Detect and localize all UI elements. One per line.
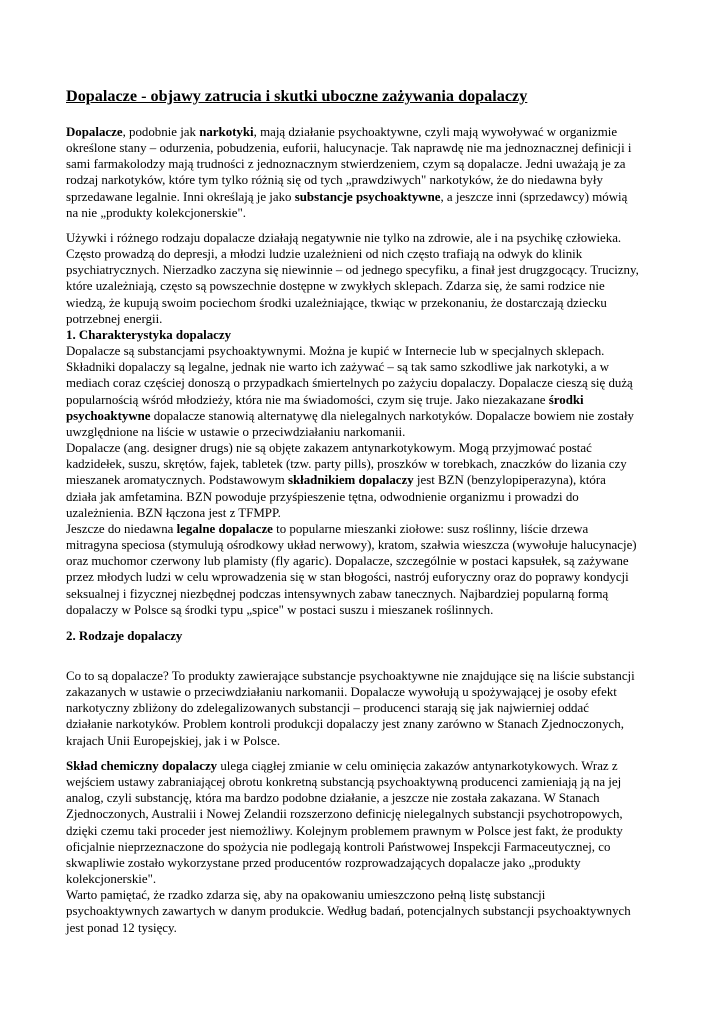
- text-run: działa jak amfetamina. BZN powoduje przyśpieszenie tętna, odwodnienie organizmu i prowadzi do: [66, 489, 579, 504]
- text-line: [66, 569, 664, 585]
- text-line: [66, 327, 664, 343]
- text-line: [66, 887, 664, 903]
- text-run: dopalaczy w Polsce są środki typu „spice" w postaci suszu i mieszanek roślinnych.: [66, 602, 494, 617]
- text-run: Dopalacze są substancjami psychoaktywnymi. Można je kupić w Internecie lub w specjalnych sklepach.: [66, 344, 605, 359]
- text-line: [66, 140, 664, 156]
- text-line: [66, 586, 664, 602]
- text-line: [66, 505, 664, 521]
- text-run: Często prowadzą do depresji, a młodzi ludzie uzależnieni od nich często trafiają na odwyk do klinik: [66, 247, 583, 262]
- bold-text: narkotyki: [199, 125, 254, 139]
- text-line: [66, 472, 664, 488]
- bold-text: substancje psychoaktywne: [294, 189, 441, 204]
- text-line: [66, 733, 664, 749]
- text-run: działanie narkotyków. Problem kontroli produkcji dopalaczy jest znany zarówno w Stanach Zjednoczonych,: [66, 717, 624, 732]
- text-run: kadzidełek, suszu, skrętów, fajek, tabletek (tzw. party pills), proszków w torebkach, znaczków do lizania czy: [66, 457, 627, 472]
- text-run: Co to są dopalacze? To produkty zawierające substancje psychoaktywne nie znajdujące się na liście substancji: [66, 669, 635, 683]
- text-run: dopalacze stanowią alternatywę dla nielegalnych narkotyków. Dopalacze bowiem nie zostały: [150, 408, 634, 423]
- text-run: Dopalacze (ang. designer drugs) nie są objęte zakazem antynarkotykowym. Mogą przyjmować postać: [66, 441, 592, 456]
- text-line: [66, 920, 664, 936]
- text-line: [66, 855, 664, 871]
- bold-text: 2. Rodzaje dopalaczy: [66, 629, 183, 643]
- paragraph-effects: [66, 230, 664, 521]
- text-run: , mają działanie psychoaktywne, czyli mają wywoływać w organizmie: [253, 125, 618, 139]
- text-run: ulega ciągłej zmianie w celu ominięcia zakazów antynarkotykowych. Wraz z: [217, 759, 618, 773]
- text-run: Jeszcze do niedawna: [66, 522, 177, 536]
- bold-text: legalne dopalacze: [176, 522, 273, 536]
- text-line: [66, 903, 664, 919]
- text-run: krajach Unii Europejskiej, jak i w Polsce.: [66, 733, 281, 748]
- text-line: [66, 124, 664, 140]
- bold-text: Skład chemiczny dopalaczy: [66, 759, 218, 773]
- text-run: wiedzą, że kupują swoim pociechom środki uzależniające, tkwiąc w przekonaniu, że dostarczają dziecku: [66, 295, 607, 310]
- text-run: na nie „produkty kolekcjonerskie".: [66, 205, 246, 220]
- text-line: [66, 295, 664, 311]
- text-line: [66, 668, 664, 684]
- text-run: mitragyna speciosa (stymulują ośrodkowy układ nerwowy), kratom, szałwia wieszcza (wywołuje halucynacje): [66, 538, 637, 553]
- text-line: [66, 440, 664, 456]
- text-run: mediach coraz częściej donoszą o przypadkach śmiertelnych po zażyciu dopalaczy. Dopalacze cieszą się dużą: [66, 376, 633, 391]
- text-run: sprzedawane legalnie. Inni określają je jako: [66, 189, 295, 204]
- text-run: jest BZN (benzylopiperazyna), która: [413, 473, 606, 488]
- text-line: [66, 262, 664, 278]
- text-run: zakazanych w ustawie o przeciwdziałaniu narkomanii. Dopalacze wywołują u spożywającej je osoby efekt: [66, 685, 617, 700]
- bold-text: składnikiem dopalaczy: [287, 473, 414, 488]
- text-line: [66, 774, 664, 790]
- text-run: dzięki czemu taki proceder jest niemożliwy. Kolejnym problemem prawnym w Polsce jest fakt, że produkty: [66, 823, 623, 838]
- text-run: wejściem ustawy zabraniającej obrotu konkretną substancją psychoaktywną producenci zamieniają ją na jej: [66, 775, 622, 790]
- text-run: które uzależniają, często są powszechnie dostępne w zwykłych sklepach. Zdarza się, że sami rodzice nie: [66, 279, 605, 294]
- text-run: psychiatrycznych. Nierzadko zaczyna się niewinnie – od jednego specyfiku, a finał jest drugzgocący. Trucizny,: [66, 263, 639, 278]
- text-line: [66, 684, 664, 700]
- bold-text: psychoaktywne: [66, 408, 151, 423]
- text-line: [66, 716, 664, 732]
- text-run: sami farmakolodzy mają trudności z jednoznacznym stwierdzeniem, czym są dopalacze. Jedni uważają je za: [66, 157, 626, 172]
- bold-text: Dopalacze: [66, 125, 123, 139]
- text-run: rodzaj narkotyków, które tym tylko różnią się od tych „prawdziwych" narkotyków, że do niedawna były: [66, 173, 603, 188]
- text-line: [66, 521, 664, 537]
- text-run: Warto pamiętać, że rzadko zdarza się, aby na opakowaniu umieszczono pełną listę substancji: [66, 888, 546, 903]
- text-run: jest ponad 12 tysięcy.: [66, 920, 177, 935]
- paragraph-chemical-composition: [66, 758, 664, 936]
- paragraph-types: [66, 668, 664, 749]
- text-run: przez młodych ludzi w celu wprowadzenia się w stan błogości, nastrój euforyczny oraz do poprawy kondycji: [66, 570, 629, 585]
- text-line: [66, 871, 664, 887]
- bold-text: 1. Charakterystyka dopalaczy: [66, 327, 232, 342]
- text-line: [66, 537, 664, 553]
- text-run: , a jeszcze inni (sprzedawcy) mówią: [440, 189, 628, 204]
- text-line: [66, 172, 664, 188]
- text-run: narkotyczny zbliżony do zdelegalizowanych substancji – producenci starają się jak najwierniej oddać: [66, 701, 589, 716]
- text-run: mieszanek aromatycznych. Podstawowym: [66, 473, 288, 488]
- text-line: [66, 489, 664, 505]
- text-line: [66, 553, 664, 569]
- text-run: potrzebnej energii.: [66, 311, 163, 326]
- text-line: [66, 424, 664, 440]
- text-run: Składniki dopalaczy są legalne, jednak nie warto ich zażywać – są tak samo szkodliwe jak narkotyki, a w: [66, 360, 610, 375]
- text-line: [66, 602, 664, 618]
- text-line: [66, 246, 664, 262]
- text-run: określone stany – odurzenia, pobudzenia, euforii, halucynacje. Tak naprawdę nie ma jednoznacznej definicji i: [66, 141, 632, 156]
- text-run: popularnością wśród młodzieży, która nie ma świadomości, czym się truje. Jako niezakazane: [66, 392, 549, 407]
- text-line: [66, 278, 664, 294]
- text-line: [66, 189, 664, 205]
- text-line: [66, 806, 664, 822]
- paragraph-intro: [66, 124, 664, 221]
- paragraph-legal-drugs: [66, 521, 664, 618]
- section-heading-types: [66, 628, 664, 644]
- text-line: [66, 790, 664, 806]
- text-line: [66, 839, 664, 855]
- text-run: analog, czyli substancję, która ma bardzo podobne działanie, a jeszcze nie została zakazana. W Stanach: [66, 791, 600, 806]
- text-run: uzależnienia. BZN łączona jest z TFMPP.: [66, 505, 281, 520]
- text-run: oraz muchomor czerwony lub plamisty (fly agaric). Dopalacze, szczególnie w postaci kapsułek, są zażywane: [66, 554, 629, 569]
- text-line: [66, 311, 664, 327]
- text-run: to popularne mieszanki ziołowe: susz roślinny, liście drzewa: [272, 522, 589, 536]
- bold-text: środki: [548, 392, 584, 407]
- text-line: [66, 392, 664, 408]
- text-run: psychoaktywnych zawartych w danym produkcie. Według badań, potencjalnych substancji psychoaktywnych: [66, 904, 631, 919]
- text-line: [66, 758, 664, 774]
- text-line: [66, 205, 664, 221]
- text-line: [66, 343, 664, 359]
- text-line: [66, 628, 664, 644]
- text-line: [66, 700, 664, 716]
- text-run: oficjalnie nieprzeznaczone do spożycia nie podlegają kontroli Państwowej Inspekcji Farmaceutycznej, co: [66, 839, 611, 854]
- text-run: , podobnie jak: [122, 125, 200, 139]
- text-run: Zjednoczonych, Australii i Nowej Zelandii rozszerzono definicję nielegalnych substancji psychotropowych,: [66, 807, 623, 822]
- text-line: [66, 456, 664, 472]
- text-run: kolekcjonerskie".: [66, 872, 157, 887]
- document-title: Dopalacze - objawy zatrucia i skutki uboczne zażywania dopalaczy: [66, 87, 528, 105]
- text-line: [66, 359, 664, 375]
- text-run: Używki i różnego rodzaju dopalacze działają negatywnie nie tylko na zdrowie, ale i na psychikę człowieka.: [66, 231, 622, 245]
- text-run: uwzględnione na liście w ustawie o przeciwdziałaniu narkomanii.: [66, 424, 406, 439]
- text-run: skwapliwie zostało wykorzystane przed producentów rozprowadzających dopalacze jako „produkty: [66, 855, 581, 870]
- text-line: [66, 156, 664, 172]
- text-line: [66, 408, 664, 424]
- text-line: [66, 230, 664, 246]
- text-run: seksualnej i fizycznej niezbędnej podczas intensywnych zabaw tanecznych. Najbardziej popularną formą: [66, 586, 609, 601]
- text-line: [66, 823, 664, 839]
- text-line: [66, 375, 664, 391]
